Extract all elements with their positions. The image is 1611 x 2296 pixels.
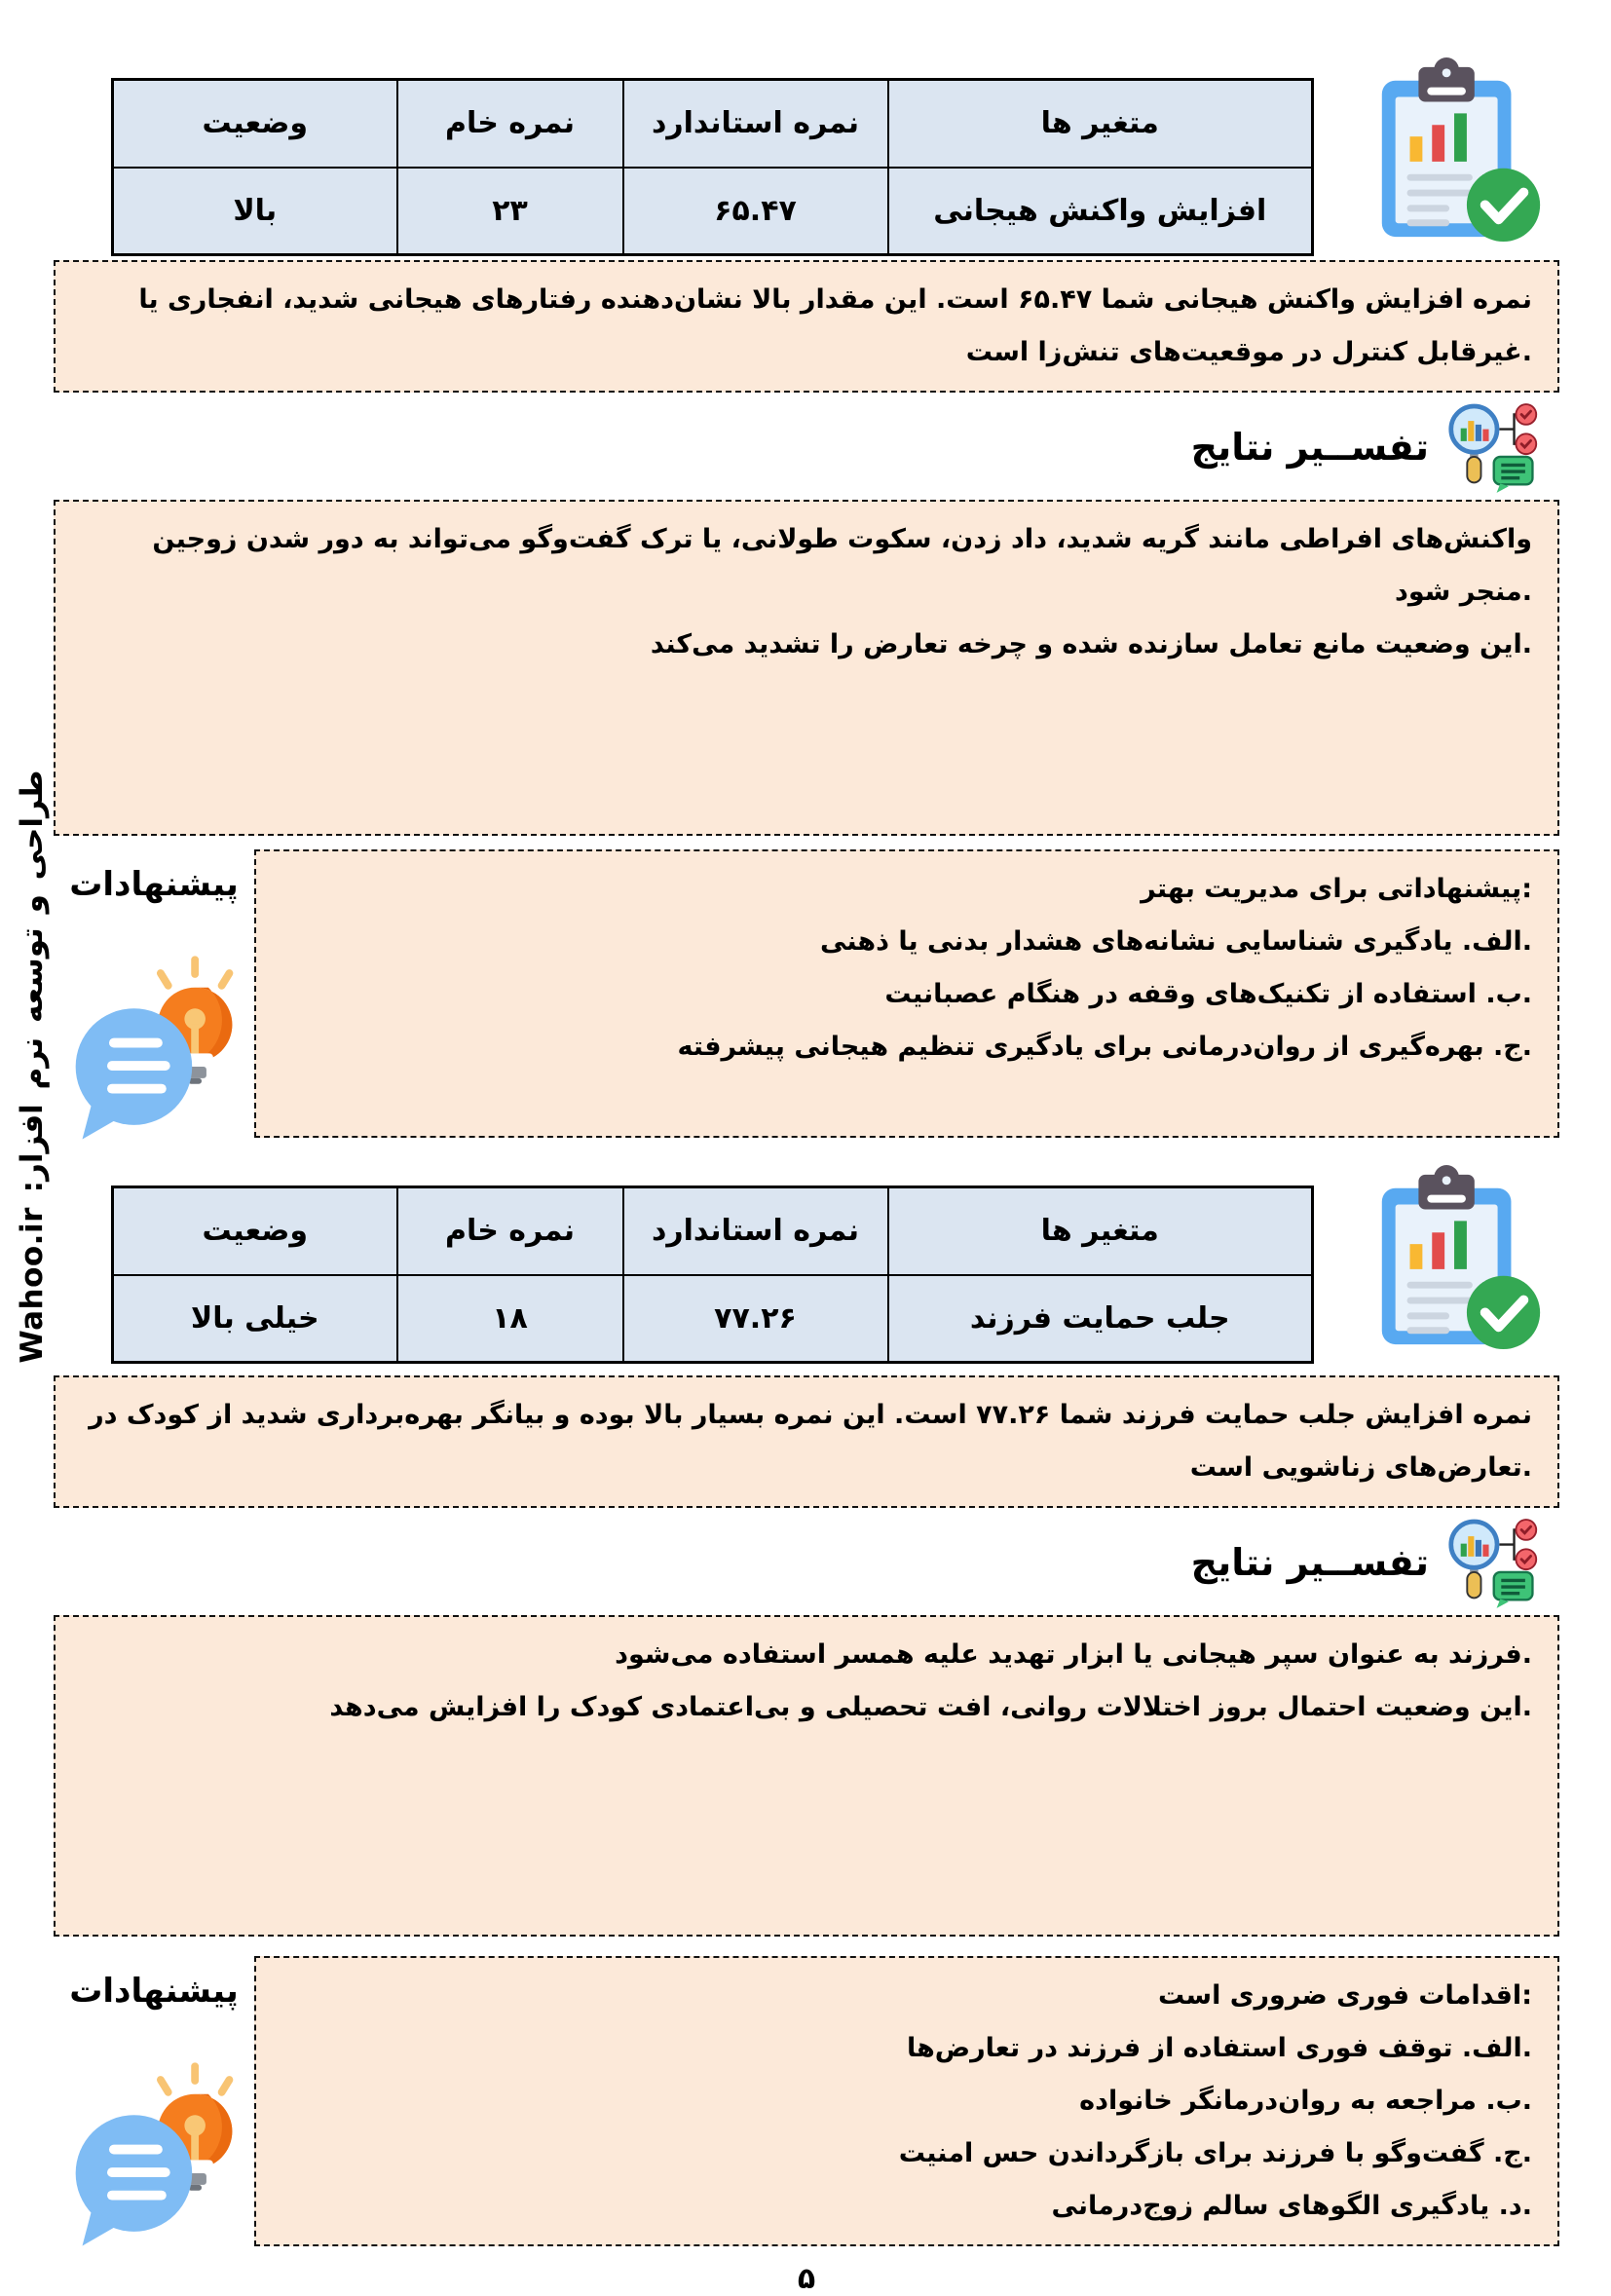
- suggestion-line: ج. گفت‌وگو با فرزند برای بازگرداندن حس امنیت.: [898, 2138, 1532, 2168]
- variable-name-cell: افزایش واکنش هیجانی: [888, 168, 1313, 255]
- suggestion-line: د. یادگیری الگوهای سالم زوج‌درمانی.: [1051, 2191, 1532, 2221]
- interpretation-box: [54, 1615, 1559, 1937]
- col-header-status: وضعیت: [113, 1187, 397, 1275]
- col-header-raw-score: نمره خام: [397, 80, 623, 168]
- table-row: [113, 168, 1313, 255]
- table-band: [54, 54, 1559, 256]
- col-header-standard-score: نمره استاندارد: [623, 80, 888, 168]
- interpretation-line: این وضعیت احتمال بروز اختلالات روانی، افت تحصیلی و بی‌اعتمادی کودک را افزایش می‌دهد.: [329, 1692, 1532, 1722]
- raw-score-cell: ۱۸: [397, 1275, 623, 1363]
- interpretation-line: فرزند به عنوان سپر هیجانی یا ابزار تهدید علیه همسر استفاده می‌شود.: [615, 1639, 1532, 1670]
- results-heading-text: تفســیر نتایج: [1190, 426, 1429, 469]
- col-header-variables: متغیر ها: [888, 1187, 1313, 1275]
- page-number: ۵: [797, 2262, 816, 2296]
- suggestions-label: پیشنهادات: [69, 1972, 239, 2011]
- magnifier-chart-icon: [1439, 1517, 1540, 1609]
- magnifier-chart-icon: [1439, 401, 1540, 494]
- interpretation-line: واکنش‌های افراطی مانند گریه شدید، داد زدن، سکوت طولانی، یا ترک گفت‌وگو می‌تواند به دور شدن زوجین منجر شود.: [152, 524, 1532, 607]
- score-table: [111, 78, 1314, 256]
- col-header-standard-score: نمره استاندارد: [623, 1187, 888, 1275]
- score-summary-text: نمره افزایش واکنش هیجانی شما ۶۵.۴۷ است. این مقدار بالا نشان‌دهنده رفتارهای هیجانی شدید، انفجاری یا غیرقابل کنترل در موقعیت‌های تنش‌زا است.: [138, 284, 1532, 367]
- score-summary-box: [54, 1375, 1559, 1508]
- interpretation-line: این وضعیت مانع تعامل سازنده شده و چرخه تعارض را تشدید می‌کند.: [650, 629, 1532, 659]
- score-summary-text: نمره افزایش جلب حمایت فرزند شما ۷۷.۲۶ است. این نمره بسیار بالا بوده و بیانگر بهره‌برداری شدید از کودک در تعارض‌های زناشویی است.: [89, 1400, 1532, 1483]
- table-band: [54, 1161, 1559, 1364]
- table-header-row: [113, 1187, 1313, 1275]
- table-row: [113, 1275, 1313, 1363]
- score-table: [111, 1186, 1314, 1364]
- clipboard-check-icon: [1357, 54, 1559, 246]
- score-block-1: [54, 54, 1559, 1138]
- suggestion-line: پیشنهاداتی برای مدیریت بهتر:: [1141, 874, 1532, 904]
- status-cell: خیلی بالا: [113, 1275, 397, 1363]
- chat-lightbulb-icon: [59, 2018, 250, 2239]
- suggestion-line: ب. استفاده از تکنیک‌های وقفه در هنگام عصبانیت.: [884, 979, 1532, 1009]
- suggestions-box: [254, 1956, 1559, 2246]
- suggestion-line: ب. مراجعه به روان‌درمانگر خانواده.: [1079, 2086, 1532, 2116]
- suggestions-side: [54, 1956, 254, 2246]
- standard-score-cell: ۶۵.۴۷: [623, 168, 888, 255]
- results-heading: [54, 400, 1540, 494]
- suggestions-band: [54, 849, 1559, 1138]
- results-heading-text: تفســیر نتایج: [1190, 1541, 1429, 1584]
- col-header-status: وضعیت: [113, 80, 397, 168]
- suggestion-line: الف. یادگیری شناسایی نشانه‌های هشدار بدنی یا ذهنی.: [820, 926, 1532, 957]
- score-block-2: [54, 1161, 1559, 2246]
- report-content: [54, 0, 1559, 2296]
- col-header-variables: متغیر ها: [888, 80, 1313, 168]
- interpretation-box: [54, 500, 1559, 836]
- chat-lightbulb-icon: [59, 912, 250, 1132]
- variable-name-cell: جلب حمایت فرزند: [888, 1275, 1313, 1363]
- results-heading: [54, 1516, 1540, 1609]
- score-summary-box: [54, 260, 1559, 393]
- suggestions-side: [54, 849, 254, 1138]
- designer-credit: طراحی و توسعه نرم افزار: Wahoo.ir: [15, 770, 50, 1364]
- col-header-raw-score: نمره خام: [397, 1187, 623, 1275]
- suggestion-line: الف. توقف فوری استفاده از فرزند در تعارض‌ها.: [906, 2033, 1532, 2063]
- status-cell: بالا: [113, 168, 397, 255]
- suggestions-label: پیشنهادات: [69, 865, 239, 904]
- raw-score-cell: ۲۳: [397, 168, 623, 255]
- clipboard-check-icon: [1357, 1161, 1559, 1354]
- suggestions-band: [54, 1956, 1559, 2246]
- suggestion-line: ج. بهره‌گیری از روان‌درمانی برای یادگیری تنظیم هیجانی پیشرفته.: [677, 1032, 1532, 1062]
- suggestions-box: [254, 849, 1559, 1138]
- table-header-row: [113, 80, 1313, 168]
- standard-score-cell: ۷۷.۲۶: [623, 1275, 888, 1363]
- suggestion-line: اقدامات فوری ضروری است:: [1157, 1980, 1532, 2011]
